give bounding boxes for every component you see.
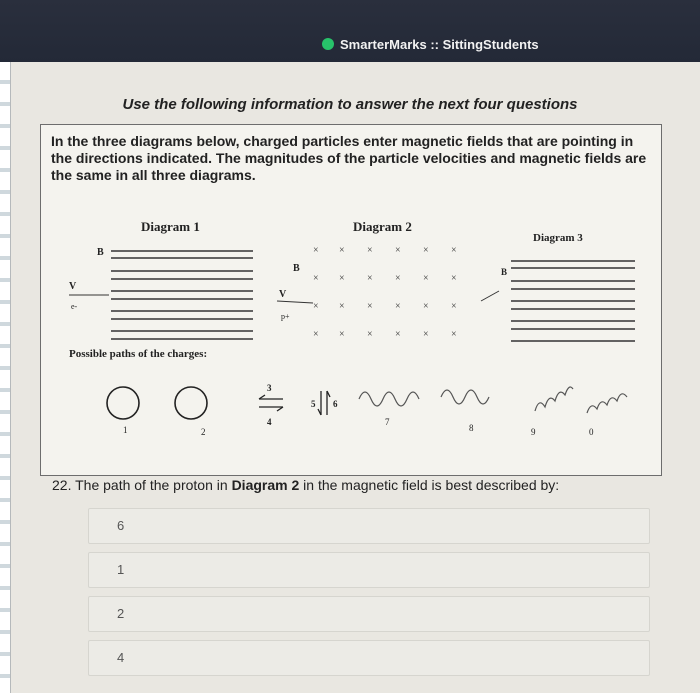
diagram-3-field-label: B — [501, 267, 508, 277]
svg-text:×: × — [313, 245, 319, 256]
path-7-spiral — [359, 392, 419, 406]
answer-choice-2-label: 1 — [117, 562, 125, 577]
svg-text:×: × — [451, 245, 457, 256]
svg-text:×: × — [367, 301, 373, 312]
diagrams-figure — [41, 191, 661, 471]
svg-text:×: × — [395, 273, 401, 284]
svg-text:×: × — [395, 245, 401, 256]
browser-top-bar — [0, 0, 700, 62]
path-7-label: 7 — [385, 417, 390, 427]
svg-text:×: × — [313, 301, 319, 312]
diagram-1-field-lines — [111, 251, 253, 339]
path-9-spiral — [535, 387, 573, 411]
path-6-label: 6 — [333, 399, 338, 409]
svg-text:×: × — [451, 329, 457, 340]
exam-screen — [0, 62, 700, 693]
path-3-4-arrows — [259, 395, 283, 411]
svg-text:×: × — [339, 245, 345, 256]
path-4-label: 4 — [267, 417, 272, 427]
path-5-6-arrows — [318, 391, 330, 415]
answer-choice-4-label: 4 — [117, 650, 125, 665]
paths-label: Possible paths of the charges: — [69, 348, 208, 360]
svg-text:×: × — [367, 273, 373, 284]
svg-text:×: × — [451, 301, 457, 312]
browser-tab[interactable] — [322, 34, 539, 54]
instructions-heading: Use the following information to answer the next four questions — [122, 96, 578, 113]
svg-text:×: × — [339, 273, 345, 284]
tab-title: SmarterMarks :: SittingStudents — [340, 36, 539, 52]
path-2-label: 2 — [201, 427, 206, 437]
path-8-label: 8 — [469, 423, 474, 433]
diagram-1-velocity-label: V — [69, 281, 77, 292]
diagram-2-velocity-label: V — [279, 289, 287, 300]
svg-text:×: × — [395, 301, 401, 312]
svg-text:×: × — [423, 329, 429, 340]
svg-text:×: × — [313, 329, 319, 340]
svg-text:×: × — [313, 273, 319, 284]
svg-text:×: × — [423, 273, 429, 284]
answer-choice-1-label: 6 — [117, 518, 125, 533]
path-0-label: 0 — [589, 427, 594, 437]
status-dot-icon — [322, 38, 334, 50]
answer-choice-4[interactable] — [88, 640, 650, 676]
svg-text:×: × — [367, 245, 373, 256]
svg-text:×: × — [395, 329, 401, 340]
diagram-1-field-label: B — [97, 247, 104, 258]
answer-choice-3-label: 2 — [117, 606, 125, 621]
answer-choice-2[interactable] — [88, 552, 650, 588]
path-1-label: 1 — [123, 425, 128, 435]
diagram-2-proton-label: p+ — [281, 312, 290, 321]
path-0-spiral — [587, 394, 627, 413]
diagram-2-velocity-arrow — [277, 301, 313, 303]
path-8-spiral — [441, 390, 489, 404]
path-5-label: 5 — [311, 399, 316, 409]
path-2-circle — [175, 387, 207, 419]
path-3-label: 3 — [267, 383, 272, 393]
path-1-circle — [107, 387, 139, 419]
question-text-bold: Diagram 2 — [231, 477, 300, 493]
question-text-post: in the magnetic field is best described by: — [299, 477, 560, 493]
question-22 — [52, 477, 672, 493]
svg-text:×: × — [423, 301, 429, 312]
answer-choice-1[interactable] — [88, 508, 650, 544]
question-text-pre: The path of the proton in — [75, 477, 232, 493]
diagram-3-label: Diagram 3 — [533, 232, 583, 244]
left-scroll-strip[interactable] — [0, 62, 11, 693]
svg-text:×: × — [367, 329, 373, 340]
svg-text:×: × — [451, 273, 457, 284]
question-number: 22. — [52, 477, 72, 493]
answer-choice-3[interactable] — [88, 596, 650, 632]
svg-text:×: × — [339, 329, 345, 340]
diagram-3-field-lines — [511, 261, 635, 341]
info-paragraph: In the three diagrams below, charged particles enter magnetic fields that are pointing in the directions indicated. The magnitudes of the particle velocities and magnetic fields are the same in all three diagrams. — [51, 133, 647, 183]
diagram-2-field-label: B — [293, 263, 300, 274]
svg-text:×: × — [423, 245, 429, 256]
diagram-1-label: Diagram 1 — [141, 219, 200, 234]
diagram-3-velocity-arrow — [481, 291, 499, 301]
diagram-1-particle-label: e- — [71, 302, 78, 311]
path-9-label: 9 — [531, 427, 536, 437]
diagram-2-field-into-page — [313, 245, 457, 340]
svg-text:×: × — [339, 301, 345, 312]
info-box — [40, 124, 662, 476]
diagram-2-label: Diagram 2 — [353, 219, 412, 234]
